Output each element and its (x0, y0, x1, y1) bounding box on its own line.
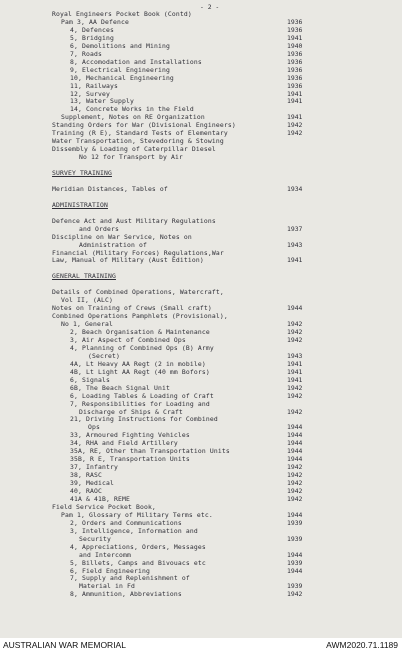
section-heading: SURVEY TRAINING (52, 169, 112, 177)
entry-title: 39, Medical (70, 479, 114, 488)
entry-title: Pam 3, AA Defence (61, 17, 129, 26)
entry-title: Notes on Training of Crews (Small craft) (52, 304, 212, 313)
entry-title: Combined Operations Pamphlets (Provisional), (52, 312, 228, 321)
entry-year: 1942 (287, 494, 303, 503)
entry-title: 6, Demolitions and Mining (70, 41, 170, 50)
entry-year: 1943 (287, 351, 303, 360)
entry-year: 1944 (287, 455, 303, 464)
entry-year: 1942 (287, 335, 303, 344)
entry-year: 1944 (287, 510, 303, 519)
entry-year: 1941 (287, 359, 303, 368)
entry-year: 1942 (287, 407, 303, 416)
entry-title: Water Transportation, Stevedoring & Stowing (52, 137, 224, 146)
entry-year: 1942 (287, 590, 303, 599)
entry-title: 6B, The Beach Signal Unit (70, 383, 170, 392)
entry-title: 5, Billets, Camps and Bivouacs etc (70, 558, 206, 567)
entry-year: 1937 (287, 224, 303, 233)
entry-title: and Orders (79, 224, 119, 233)
entry-title: 40, RAOC (70, 487, 102, 495)
entry-year: 1939 (287, 534, 303, 543)
entry-title: (Secret) (88, 351, 120, 360)
entry-title: Material in Fd (79, 582, 135, 591)
entry-title: 35A, RE, Other than Transportation Units (70, 447, 230, 456)
entry-title: 21, Driving Instructions for Combined (70, 415, 218, 424)
entry-year: 1942 (287, 320, 303, 329)
entry-title: 4A, Lt Heavy AA Regt (2 in mobile) (70, 359, 206, 368)
entry-title: and Intercomm (79, 550, 131, 559)
entry-title: 14, Concrete Works in the Field (70, 105, 194, 114)
entry-title: 3, Air Aspect of Combined Ops (70, 335, 186, 344)
entry-year: 1942 (287, 129, 303, 138)
entry-year: 1936 (287, 57, 303, 66)
entry-title: 34, RHA and Field Artillery (70, 439, 178, 448)
entry-title: 3, Intelligence, Information and (70, 526, 198, 535)
entry-title: 10, Mechanical Engineering (70, 73, 174, 82)
entry-title: Discharge of Ships & Craft (79, 407, 183, 416)
entry-title: Field Service Pocket Book, (52, 502, 156, 511)
entry-year: 1936 (287, 73, 303, 82)
entry-year: 1942 (287, 328, 303, 336)
entry-title: 2, Beach Organisation & Maintenance (70, 328, 210, 336)
entry-year: 1934 (287, 184, 303, 193)
entry-title: Dissembly & Loading of Caterpillar Diesel (52, 145, 216, 154)
entry-title: 37, Infantry (70, 463, 118, 472)
entry-year: 1942 (287, 463, 303, 472)
entry-title: Details of Combined Operations, Watercraft, (52, 288, 224, 297)
entry-title: 6, Loading Tables & Loading of Craft (70, 391, 214, 400)
entry-year: 1941 (287, 113, 303, 122)
entry-title: Security (79, 534, 111, 543)
entry-year: 1944 (287, 447, 303, 456)
entry-title: Administration of (79, 240, 147, 249)
entry-year: 1942 (287, 479, 303, 488)
entry-title: Training (R E), Standard Tests of Elementary (52, 129, 228, 138)
entry-year: 1944 (287, 566, 303, 575)
entry-title: No 1, General (61, 320, 113, 329)
entry-year: 1941 (287, 256, 303, 265)
entry-year: 1944 (287, 423, 303, 432)
entry-year: 1936 (287, 17, 303, 26)
entry-title: Law, Manual of Military (Aust Edition) (52, 256, 204, 265)
entry-year: 1936 (287, 25, 303, 34)
entry-title: 38, RASC (70, 471, 102, 480)
entry-title: Defence Act and Aust Military Regulations (52, 216, 216, 225)
entry-year: 1941 (287, 97, 303, 106)
entry-year: 1939 (287, 582, 303, 591)
entry-year: 1944 (287, 439, 303, 448)
entry-title: 12, Survey (70, 89, 110, 98)
entry-title: 41A & 41B, REME (70, 494, 130, 503)
entry-title: 8, Accomodation and Installations (70, 57, 202, 66)
footer-institution: AUSTRALIAN WAR MEMORIAL (3, 640, 126, 650)
entry-title: 13, Water Supply (70, 97, 134, 106)
entry-title: Standing Orders for War (Divisional Engineers) (52, 121, 236, 130)
entry-title: 6, Field Engineering (70, 566, 150, 575)
entry-title: 35B, R E, Transportation Units (70, 455, 190, 464)
entry-year: 1941 (287, 375, 303, 384)
entry-title: 2, Orders and Communications (70, 518, 182, 527)
entry-year: 1940 (287, 41, 303, 50)
entry-year: 1944 (287, 304, 303, 313)
entry-year: 1941 (287, 89, 303, 98)
entry-title: Vol II, (ALC) (61, 296, 113, 305)
entry-title: 9, Electrical Engineering (70, 65, 170, 74)
section-heading: ADMINISTRATION (52, 200, 108, 209)
entry-year: 1944 (287, 431, 303, 440)
entry-year: 1939 (287, 518, 303, 527)
entry-year: 1942 (287, 487, 303, 495)
entry-year: 1942 (287, 391, 303, 400)
entry-year: 1939 (287, 558, 303, 567)
entry-year: 1941 (287, 367, 303, 376)
entry-year: 1942 (287, 471, 303, 480)
entry-year: 1936 (287, 49, 303, 58)
page-number: - 2 - (200, 3, 220, 11)
entry-title: Supplement, Notes on RE Organization (61, 113, 205, 122)
entry-title: 4, Appreciations, Orders, Messages (70, 542, 206, 551)
entry-year: 1936 (287, 81, 303, 90)
entry-title: Discipline on War Service, Notes on (52, 232, 192, 241)
entry-year: 1936 (287, 65, 303, 74)
entry-title: 6, Signals (70, 375, 110, 384)
entry-title: Royal Engineers Pocket Book (Contd) (52, 10, 192, 18)
footer-accession-number: AWM2020.71.1189 (326, 640, 398, 650)
entry-title: Pam 1, Glossary of Military Terms etc. (61, 510, 213, 519)
entry-year: 1943 (287, 240, 303, 249)
section-heading: GENERAL TRAINING (52, 272, 116, 281)
entry-title: Ops (88, 423, 100, 432)
entry-title: 8, Ammunition, Abbreviations (70, 590, 182, 599)
entry-year: 1942 (287, 383, 303, 392)
entry-title: 4B, Lt Light AA Regt (40 mm Bofors) (70, 367, 210, 376)
footer-bar (0, 638, 402, 653)
entry-year: 1944 (287, 550, 303, 559)
entry-title: Financial (Military Forces) Regulations,War (52, 248, 224, 257)
entry-title: 11, Railways (70, 81, 118, 90)
entry-year: 1942 (287, 121, 303, 130)
entry-title: 4, Defences (70, 25, 114, 34)
entry-title: 5, Bridging (70, 33, 114, 42)
entry-title: No 12 for Transport by Air (79, 153, 183, 162)
entry-title: 33, Armoured Fighting Vehicles (70, 431, 190, 440)
entry-title: 7, Roads (70, 49, 102, 58)
entry-title: 4, Planning of Combined Ops (B) Army (70, 343, 214, 352)
entry-title: Meridian Distances, Tables of (52, 184, 168, 193)
entry-title: 7, Responsibilities for Loading and (70, 399, 210, 408)
entry-year: 1941 (287, 33, 303, 42)
entry-title: 7, Supply and Replenishment of (70, 574, 190, 583)
